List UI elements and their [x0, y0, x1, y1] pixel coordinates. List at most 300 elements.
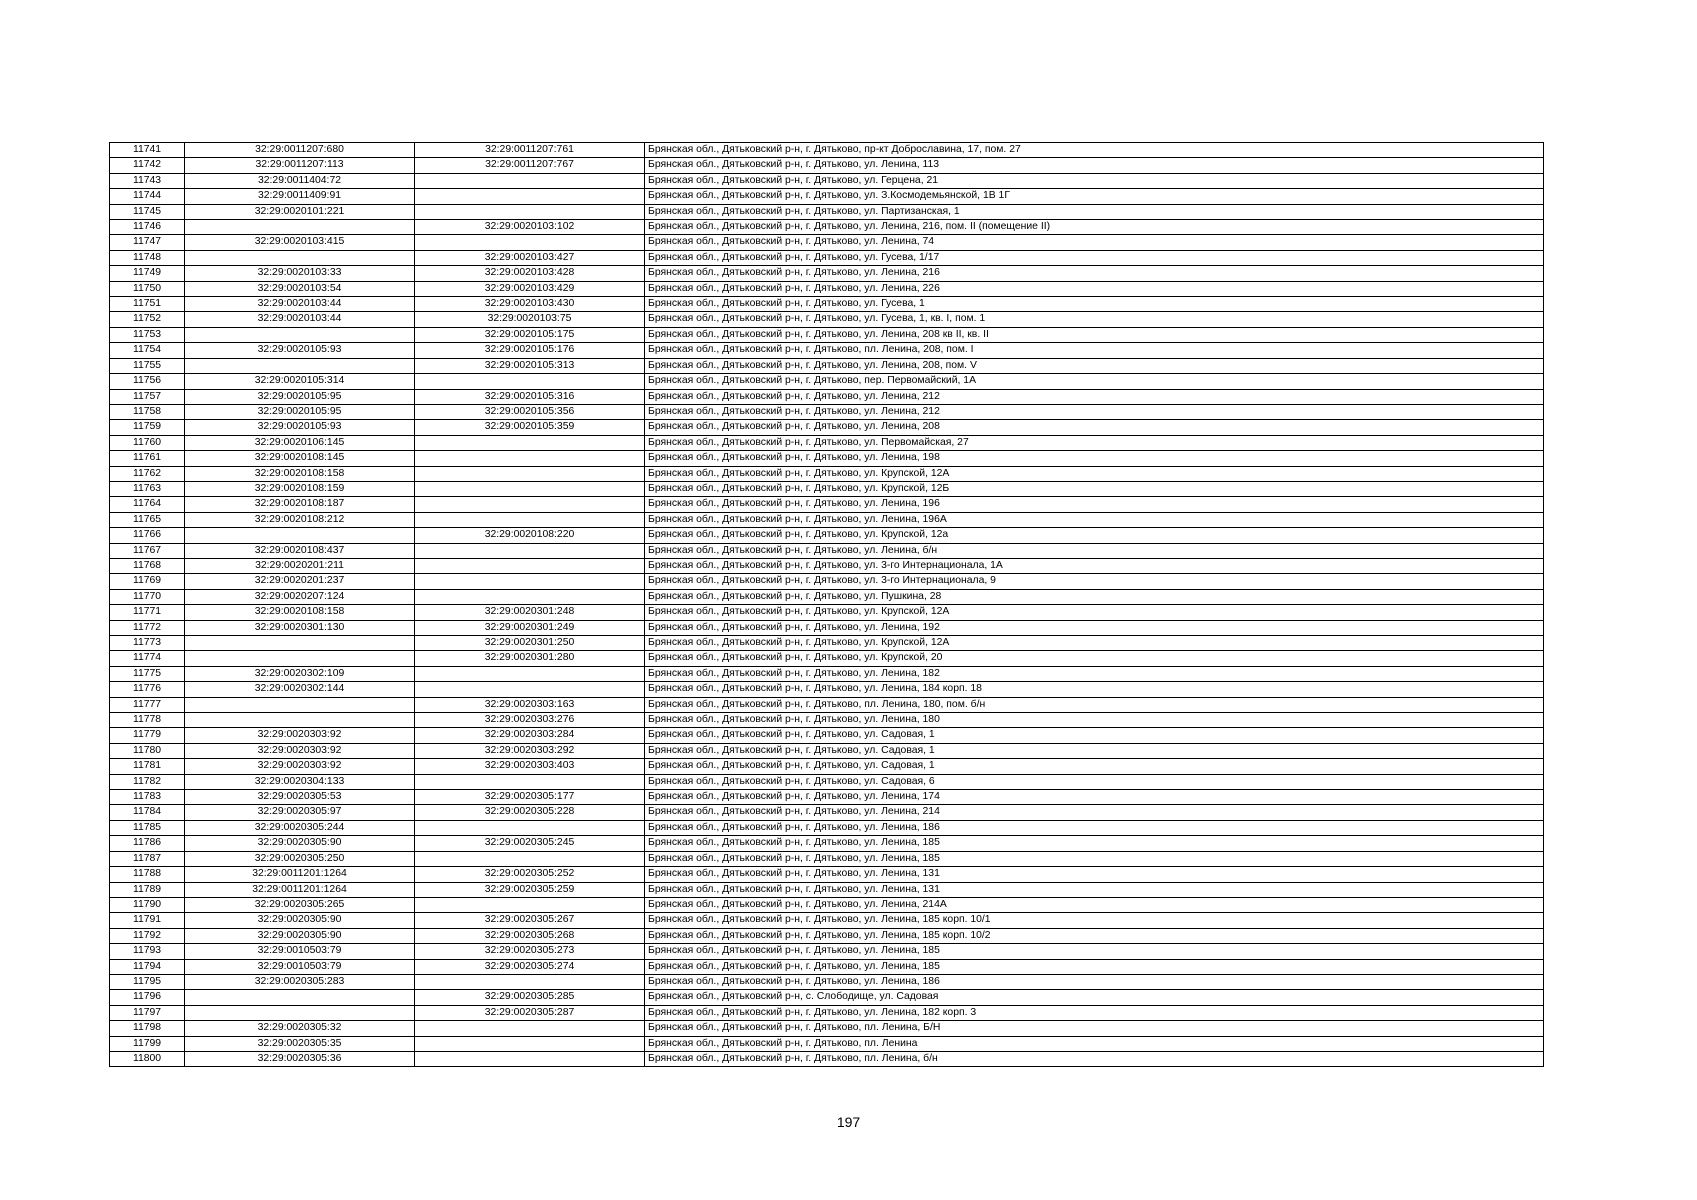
related-cadastral-number-cell	[415, 589, 645, 604]
related-cadastral-number-cell: 32:29:0020305:259	[415, 882, 645, 897]
address-cell: Брянская обл., Дятьковский р-н, г. Дятьково, пл. Ленина, 208, пом. I	[645, 343, 1544, 358]
cadastral-number-cell	[185, 327, 415, 342]
cadastral-number-cell	[185, 651, 415, 666]
related-cadastral-number-cell	[415, 774, 645, 789]
property-registry-table	[109, 142, 1544, 1067]
cadastral-number-cell	[185, 636, 415, 651]
related-cadastral-number-cell	[415, 558, 645, 573]
cadastral-number-cell: 32:29:0020105:314	[185, 374, 415, 389]
address-cell: Брянская обл., Дятьковский р-н, г. Дятьково, ул. Ленина, 185	[645, 836, 1544, 851]
cadastral-number-cell: 32:29:0020302:109	[185, 666, 415, 681]
table-row	[110, 312, 1544, 327]
row-number-cell: 11744	[110, 189, 185, 204]
page-number: 197	[836, 1114, 861, 1130]
table-row	[110, 481, 1544, 496]
row-number-cell: 11760	[110, 435, 185, 450]
row-number-cell: 11757	[110, 389, 185, 404]
related-cadastral-number-cell: 32:29:0020305:252	[415, 867, 645, 882]
related-cadastral-number-cell: 32:29:0020301:280	[415, 651, 645, 666]
address-cell: Брянская обл., Дятьковский р-н, г. Дятьково, ул. Ленина, 74	[645, 235, 1544, 250]
cadastral-number-cell: 32:29:0020108:212	[185, 512, 415, 527]
cadastral-number-cell: 32:29:0020108:187	[185, 497, 415, 512]
cadastral-number-cell: 32:29:0020108:159	[185, 481, 415, 496]
address-cell: Брянская обл., Дятьковский р-н, г. Дятьково, ул. З.Космодемьянской, 1В 1Г	[645, 189, 1544, 204]
cadastral-number-cell: 32:29:0020105:95	[185, 404, 415, 419]
address-cell: Брянская обл., Дятьковский р-н, г. Дятьково, ул. Ленина, 185	[645, 959, 1544, 974]
cadastral-number-cell: 32:29:0020305:90	[185, 836, 415, 851]
table-row	[110, 1036, 1544, 1051]
address-cell: Брянская обл., Дятьковский р-н, г. Дятьково, ул. 3-го Интернационала, 9	[645, 574, 1544, 589]
table-row	[110, 189, 1544, 204]
table-row	[110, 173, 1544, 188]
related-cadastral-number-cell: 32:29:0020103:75	[415, 312, 645, 327]
related-cadastral-number-cell: 32:29:0020105:313	[415, 358, 645, 373]
address-cell: Брянская обл., Дятьковский р-н, г. Дятьково, ул. Ленина, 174	[645, 790, 1544, 805]
related-cadastral-number-cell: 32:29:0020305:273	[415, 944, 645, 959]
cadastral-number-cell: 32:29:0020108:437	[185, 543, 415, 558]
row-number-cell: 11762	[110, 466, 185, 481]
related-cadastral-number-cell: 32:29:0020103:429	[415, 281, 645, 296]
related-cadastral-number-cell: 32:29:0020105:356	[415, 404, 645, 419]
table-row	[110, 805, 1544, 820]
row-number-cell: 11755	[110, 358, 185, 373]
related-cadastral-number-cell: 32:29:0020303:403	[415, 759, 645, 774]
address-cell: Брянская обл., Дятьковский р-н, г. Дятьково, ул. Ленина, 182 корп. 3	[645, 1005, 1544, 1020]
row-number-cell: 11764	[110, 497, 185, 512]
related-cadastral-number-cell	[415, 851, 645, 866]
table-row	[110, 790, 1544, 805]
row-number-cell: 11783	[110, 790, 185, 805]
cadastral-number-cell	[185, 1005, 415, 1020]
cadastral-number-cell: 32:29:0020303:92	[185, 728, 415, 743]
address-cell: Брянская обл., Дятьковский р-н, г. Дятьково, ул. Ленина, 185 корп. 10/1	[645, 913, 1544, 928]
row-number-cell: 11795	[110, 974, 185, 989]
row-number-cell: 11766	[110, 528, 185, 543]
related-cadastral-number-cell	[415, 666, 645, 681]
cadastral-number-cell	[185, 358, 415, 373]
cadastral-number-cell: 32:29:0020305:265	[185, 897, 415, 912]
row-number-cell: 11792	[110, 928, 185, 943]
cadastral-number-cell: 32:29:0020305:32	[185, 1021, 415, 1036]
table-row	[110, 928, 1544, 943]
table-row	[110, 143, 1544, 158]
address-cell: Брянская обл., Дятьковский р-н, г. Дятьково, ул. Ленина, 214А	[645, 897, 1544, 912]
cadastral-number-cell: 32:29:0020303:92	[185, 743, 415, 758]
address-cell: Брянская обл., Дятьковский р-н, г. Дятьково, ул. Гусева, 1, кв. I, пом. 1	[645, 312, 1544, 327]
row-number-cell: 11773	[110, 636, 185, 651]
related-cadastral-number-cell: 32:29:0020305:287	[415, 1005, 645, 1020]
address-cell: Брянская обл., Дятьковский р-н, г. Дятьково, ул. Крупской, 12А	[645, 605, 1544, 620]
related-cadastral-number-cell	[415, 497, 645, 512]
row-number-cell: 11751	[110, 297, 185, 312]
row-number-cell: 11789	[110, 882, 185, 897]
table-row	[110, 589, 1544, 604]
cadastral-number-cell	[185, 713, 415, 728]
row-number-cell: 11772	[110, 620, 185, 635]
address-cell: Брянская обл., Дятьковский р-н, с. Слободище, ул. Садовая	[645, 990, 1544, 1005]
address-cell: Брянская обл., Дятьковский р-н, г. Дятьково, ул. Ленина, 226	[645, 281, 1544, 296]
cadastral-number-cell	[185, 528, 415, 543]
row-number-cell: 11780	[110, 743, 185, 758]
address-cell: Брянская обл., Дятьковский р-н, г. Дятьково, ул. Ленина, б/н	[645, 543, 1544, 558]
related-cadastral-number-cell: 32:29:0020305:177	[415, 790, 645, 805]
table-row	[110, 1021, 1544, 1036]
related-cadastral-number-cell: 32:29:0020305:245	[415, 836, 645, 851]
cadastral-number-cell: 32:29:0020302:144	[185, 682, 415, 697]
cadastral-number-cell: 32:29:0011207:113	[185, 158, 415, 173]
table-row	[110, 374, 1544, 389]
related-cadastral-number-cell	[415, 543, 645, 558]
cadastral-number-cell: 32:29:0020305:244	[185, 820, 415, 835]
row-number-cell: 11777	[110, 697, 185, 712]
address-cell: Брянская обл., Дятьковский р-н, г. Дятьково, ул. Ленина, 212	[645, 404, 1544, 419]
table-row	[110, 204, 1544, 219]
address-cell: Брянская обл., Дятьковский р-н, г. Дятьково, ул. Пушкина, 28	[645, 589, 1544, 604]
table-row	[110, 867, 1544, 882]
cadastral-number-cell: 32:29:0020103:44	[185, 312, 415, 327]
table-row	[110, 574, 1544, 589]
address-cell: Брянская обл., Дятьковский р-н, г. Дятьково, ул. Крупской, 20	[645, 651, 1544, 666]
address-cell: Брянская обл., Дятьковский р-н, г. Дятьково, ул. Ленина, 208, пом. V	[645, 358, 1544, 373]
related-cadastral-number-cell: 32:29:0020305:228	[415, 805, 645, 820]
row-number-cell: 11756	[110, 374, 185, 389]
cadastral-number-cell: 32:29:0020105:95	[185, 389, 415, 404]
row-number-cell: 11793	[110, 944, 185, 959]
row-number-cell: 11798	[110, 1021, 185, 1036]
table-row	[110, 558, 1544, 573]
related-cadastral-number-cell: 32:29:0020301:248	[415, 605, 645, 620]
table-row	[110, 666, 1544, 681]
related-cadastral-number-cell: 32:29:0011207:761	[415, 143, 645, 158]
cadastral-number-cell: 32:29:0011404:72	[185, 173, 415, 188]
cadastral-number-cell: 32:29:0010503:79	[185, 944, 415, 959]
related-cadastral-number-cell	[415, 204, 645, 219]
row-number-cell: 11743	[110, 173, 185, 188]
address-cell: Брянская обл., Дятьковский р-н, г. Дятьково, ул. Ленина, 196А	[645, 512, 1544, 527]
row-number-cell: 11767	[110, 543, 185, 558]
related-cadastral-number-cell: 32:29:0020305:274	[415, 959, 645, 974]
related-cadastral-number-cell	[415, 682, 645, 697]
table-row	[110, 451, 1544, 466]
table-body	[110, 143, 1544, 1067]
related-cadastral-number-cell: 32:29:0020303:284	[415, 728, 645, 743]
cadastral-number-cell: 32:29:0020305:36	[185, 1051, 415, 1066]
related-cadastral-number-cell	[415, 1051, 645, 1066]
row-number-cell: 11759	[110, 420, 185, 435]
table-row	[110, 420, 1544, 435]
cadastral-number-cell: 32:29:0020305:250	[185, 851, 415, 866]
related-cadastral-number-cell: 32:29:0020103:102	[415, 220, 645, 235]
cadastral-number-cell: 32:29:0011201:1264	[185, 882, 415, 897]
related-cadastral-number-cell: 32:29:0020105:176	[415, 343, 645, 358]
related-cadastral-number-cell	[415, 435, 645, 450]
row-number-cell: 11742	[110, 158, 185, 173]
address-cell: Брянская обл., Дятьковский р-н, г. Дятьково, ул. Ленина, 131	[645, 867, 1544, 882]
cadastral-number-cell: 32:29:0020108:158	[185, 605, 415, 620]
address-cell: Брянская обл., Дятьковский р-н, г. Дятьково, ул. Садовая, 1	[645, 728, 1544, 743]
related-cadastral-number-cell	[415, 897, 645, 912]
address-cell: Брянская обл., Дятьковский р-н, г. Дятьково, пл. Ленина, Б/Н	[645, 1021, 1544, 1036]
row-number-cell: 11768	[110, 558, 185, 573]
address-cell: Брянская обл., Дятьковский р-н, г. Дятьково, пл. Ленина, б/н	[645, 1051, 1544, 1066]
row-number-cell: 11769	[110, 574, 185, 589]
table-row	[110, 497, 1544, 512]
row-number-cell: 11752	[110, 312, 185, 327]
row-number-cell: 11778	[110, 713, 185, 728]
table-row	[110, 851, 1544, 866]
related-cadastral-number-cell: 32:29:0020301:250	[415, 636, 645, 651]
cadastral-number-cell: 32:29:0020301:130	[185, 620, 415, 635]
related-cadastral-number-cell: 32:29:0020301:249	[415, 620, 645, 635]
cadastral-number-cell: 32:29:0020304:133	[185, 774, 415, 789]
row-number-cell: 11763	[110, 481, 185, 496]
table-row	[110, 466, 1544, 481]
address-cell: Брянская обл., Дятьковский р-н, г. Дятьково, ул. Ленина, 186	[645, 974, 1544, 989]
table-row	[110, 250, 1544, 265]
row-number-cell: 11747	[110, 235, 185, 250]
address-cell: Брянская обл., Дятьковский р-н, г. Дятьково, ул. Ленина, 198	[645, 451, 1544, 466]
cadastral-number-cell: 32:29:0011201:1264	[185, 867, 415, 882]
cadastral-number-cell: 32:29:0020103:44	[185, 297, 415, 312]
row-number-cell: 11779	[110, 728, 185, 743]
address-cell: Брянская обл., Дятьковский р-н, г. Дятьково, ул. Ленина, 185	[645, 851, 1544, 866]
related-cadastral-number-cell	[415, 189, 645, 204]
row-number-cell: 11745	[110, 204, 185, 219]
table-row	[110, 820, 1544, 835]
address-cell: Брянская обл., Дятьковский р-н, г. Дятьково, ул. Садовая, 1	[645, 759, 1544, 774]
address-cell: Брянская обл., Дятьковский р-н, г. Дятьково, ул. Ленина, 216	[645, 266, 1544, 281]
table-row	[110, 220, 1544, 235]
row-number-cell: 11785	[110, 820, 185, 835]
cadastral-number-cell: 32:29:0020305:90	[185, 913, 415, 928]
related-cadastral-number-cell	[415, 512, 645, 527]
cadastral-number-cell: 32:29:0020101:221	[185, 204, 415, 219]
table-row	[110, 158, 1544, 173]
row-number-cell: 11750	[110, 281, 185, 296]
cadastral-number-cell: 32:29:0020106:145	[185, 435, 415, 450]
row-number-cell: 11799	[110, 1036, 185, 1051]
address-cell: Брянская обл., Дятьковский р-н, г. Дятьково, ул. Садовая, 1	[645, 743, 1544, 758]
table-row	[110, 913, 1544, 928]
related-cadastral-number-cell: 32:29:0020303:163	[415, 697, 645, 712]
related-cadastral-number-cell: 32:29:0020305:268	[415, 928, 645, 943]
row-number-cell: 11749	[110, 266, 185, 281]
table-row	[110, 836, 1544, 851]
table-row	[110, 543, 1544, 558]
cadastral-number-cell: 32:29:0020105:93	[185, 343, 415, 358]
related-cadastral-number-cell	[415, 374, 645, 389]
cadastral-number-cell: 32:29:0020201:211	[185, 558, 415, 573]
table-row	[110, 605, 1544, 620]
table-row	[110, 1051, 1544, 1066]
address-cell: Брянская обл., Дятьковский р-н, г. Дятьково, ул. Ленина, 113	[645, 158, 1544, 173]
related-cadastral-number-cell	[415, 466, 645, 481]
row-number-cell: 11786	[110, 836, 185, 851]
related-cadastral-number-cell	[415, 173, 645, 188]
cadastral-number-cell: 32:29:0020305:35	[185, 1036, 415, 1051]
cadastral-number-cell	[185, 697, 415, 712]
address-cell: Брянская обл., Дятьковский р-н, г. Дятьково, ул. Ленина, 196	[645, 497, 1544, 512]
cadastral-number-cell: 32:29:0020303:92	[185, 759, 415, 774]
cadastral-number-cell: 32:29:0020108:158	[185, 466, 415, 481]
table-row	[110, 297, 1544, 312]
row-number-cell: 11748	[110, 250, 185, 265]
cadastral-number-cell: 32:29:0020105:93	[185, 420, 415, 435]
address-cell: Брянская обл., Дятьковский р-н, г. Дятьково, ул. Крупской, 12А	[645, 636, 1544, 651]
address-cell: Брянская обл., Дятьковский р-н, г. Дятьково, ул. Ленина, 208	[645, 420, 1544, 435]
related-cadastral-number-cell: 32:29:0020105:175	[415, 327, 645, 342]
row-number-cell: 11776	[110, 682, 185, 697]
table-row	[110, 358, 1544, 373]
address-cell: Брянская обл., Дятьковский р-н, г. Дятьково, ул. Ленина, 186	[645, 820, 1544, 835]
address-cell: Брянская обл., Дятьковский р-н, г. Дятьково, ул. Ленина, 182	[645, 666, 1544, 681]
table-row	[110, 713, 1544, 728]
related-cadastral-number-cell: 32:29:0020105:359	[415, 420, 645, 435]
row-number-cell: 11753	[110, 327, 185, 342]
row-number-cell: 11784	[110, 805, 185, 820]
address-cell: Брянская обл., Дятьковский р-н, г. Дятьково, пл. Ленина	[645, 1036, 1544, 1051]
table-row	[110, 990, 1544, 1005]
address-cell: Брянская обл., Дятьковский р-н, г. Дятьково, ул. Ленина, 180	[645, 713, 1544, 728]
cadastral-number-cell: 32:29:0020305:283	[185, 974, 415, 989]
related-cadastral-number-cell: 32:29:0020105:316	[415, 389, 645, 404]
table-row	[110, 944, 1544, 959]
address-cell: Брянская обл., Дятьковский р-н, г. Дятьково, ул. Ленина, 212	[645, 389, 1544, 404]
cadastral-number-cell: 32:29:0020201:237	[185, 574, 415, 589]
cadastral-number-cell: 32:29:0020108:145	[185, 451, 415, 466]
cadastral-number-cell: 32:29:0020305:97	[185, 805, 415, 820]
address-cell: Брянская обл., Дятьковский р-н, г. Дятьково, ул. Ленина, 185 корп. 10/2	[645, 928, 1544, 943]
address-cell: Брянская обл., Дятьковский р-н, г. Дятьково, ул. Ленина, 216, пом. II (помещение II)	[645, 220, 1544, 235]
cadastral-number-cell: 32:29:0020103:33	[185, 266, 415, 281]
related-cadastral-number-cell	[415, 451, 645, 466]
address-cell: Брянская обл., Дятьковский р-н, г. Дятьково, ул. Первомайская, 27	[645, 435, 1544, 450]
address-cell: Брянская обл., Дятьковский р-н, г. Дятьково, пл. Ленина, 180, пом. б/н	[645, 697, 1544, 712]
address-cell: Брянская обл., Дятьковский р-н, г. Дятьково, пер. Первомайский, 1А	[645, 374, 1544, 389]
row-number-cell: 11797	[110, 1005, 185, 1020]
cadastral-number-cell: 32:29:0020305:53	[185, 790, 415, 805]
table-row	[110, 1005, 1544, 1020]
related-cadastral-number-cell	[415, 1036, 645, 1051]
row-number-cell: 11794	[110, 959, 185, 974]
address-cell: Брянская обл., Дятьковский р-н, г. Дятьково, ул. Крупской, 12Б	[645, 481, 1544, 496]
table-row	[110, 435, 1544, 450]
table-row	[110, 897, 1544, 912]
row-number-cell: 11796	[110, 990, 185, 1005]
address-cell: Брянская обл., Дятьковский р-н, г. Дятьково, ул. Герцена, 21	[645, 173, 1544, 188]
address-cell: Брянская обл., Дятьковский р-н, г. Дятьково, ул. Гусева, 1/17	[645, 250, 1544, 265]
row-number-cell: 11765	[110, 512, 185, 527]
table-row	[110, 682, 1544, 697]
table-row	[110, 636, 1544, 651]
table-row	[110, 959, 1544, 974]
related-cadastral-number-cell	[415, 820, 645, 835]
cadastral-number-cell: 32:29:0020103:54	[185, 281, 415, 296]
related-cadastral-number-cell: 32:29:0020303:276	[415, 713, 645, 728]
row-number-cell: 11741	[110, 143, 185, 158]
row-number-cell: 11787	[110, 851, 185, 866]
row-number-cell: 11771	[110, 605, 185, 620]
table-row	[110, 728, 1544, 743]
cadastral-number-cell: 32:29:0020305:90	[185, 928, 415, 943]
cadastral-number-cell: 32:29:0011207:680	[185, 143, 415, 158]
table-row	[110, 235, 1544, 250]
row-number-cell: 11761	[110, 451, 185, 466]
table-row	[110, 882, 1544, 897]
cadastral-number-cell	[185, 220, 415, 235]
row-number-cell: 11800	[110, 1051, 185, 1066]
related-cadastral-number-cell: 32:29:0011207:767	[415, 158, 645, 173]
table-row	[110, 404, 1544, 419]
related-cadastral-number-cell: 32:29:0020103:430	[415, 297, 645, 312]
related-cadastral-number-cell	[415, 481, 645, 496]
cadastral-number-cell	[185, 250, 415, 265]
related-cadastral-number-cell: 32:29:0020103:428	[415, 266, 645, 281]
table-row	[110, 266, 1544, 281]
row-number-cell: 11790	[110, 897, 185, 912]
table-row	[110, 620, 1544, 635]
address-cell: Брянская обл., Дятьковский р-н, г. Дятьково, ул. Партизанская, 1	[645, 204, 1544, 219]
table-row	[110, 343, 1544, 358]
related-cadastral-number-cell	[415, 574, 645, 589]
row-number-cell: 11782	[110, 774, 185, 789]
row-number-cell: 11788	[110, 867, 185, 882]
related-cadastral-number-cell: 32:29:0020103:427	[415, 250, 645, 265]
row-number-cell: 11791	[110, 913, 185, 928]
address-cell: Брянская обл., Дятьковский р-н, г. Дятьково, ул. Ленина, 185	[645, 944, 1544, 959]
related-cadastral-number-cell: 32:29:0020305:267	[415, 913, 645, 928]
table-row	[110, 389, 1544, 404]
table-row	[110, 651, 1544, 666]
address-cell: Брянская обл., Дятьковский р-н, г. Дятьково, ул. Крупской, 12А	[645, 466, 1544, 481]
row-number-cell: 11781	[110, 759, 185, 774]
row-number-cell: 11770	[110, 589, 185, 604]
table-row	[110, 974, 1544, 989]
address-cell: Брянская обл., Дятьковский р-н, г. Дятьково, ул. Ленина, 208 кв II, кв. II	[645, 327, 1544, 342]
table-row	[110, 697, 1544, 712]
row-number-cell: 11775	[110, 666, 185, 681]
table-row	[110, 281, 1544, 296]
related-cadastral-number-cell: 32:29:0020108:220	[415, 528, 645, 543]
related-cadastral-number-cell	[415, 974, 645, 989]
address-cell: Брянская обл., Дятьковский р-н, г. Дятьково, ул. Садовая, 6	[645, 774, 1544, 789]
address-cell: Брянская обл., Дятьковский р-н, г. Дятьково, ул. Крупской, 12а	[645, 528, 1544, 543]
table-row	[110, 743, 1544, 758]
address-cell: Брянская обл., Дятьковский р-н, г. Дятьково, ул. Ленина, 214	[645, 805, 1544, 820]
address-cell: Брянская обл., Дятьковский р-н, г. Дятьково, ул. Ленина, 131	[645, 882, 1544, 897]
row-number-cell: 11746	[110, 220, 185, 235]
table-row	[110, 774, 1544, 789]
table-row	[110, 759, 1544, 774]
table-row	[110, 528, 1544, 543]
address-cell: Брянская обл., Дятьковский р-н, г. Дятьково, пр-кт Доброславина, 17, пом. 27	[645, 143, 1544, 158]
cadastral-number-cell: 32:29:0010503:79	[185, 959, 415, 974]
cadastral-number-cell: 32:29:0020207:124	[185, 589, 415, 604]
table-row	[110, 327, 1544, 342]
address-cell: Брянская обл., Дятьковский р-н, г. Дятьково, ул. Ленина, 192	[645, 620, 1544, 635]
cadastral-number-cell: 32:29:0011409:91	[185, 189, 415, 204]
address-cell: Брянская обл., Дятьковский р-н, г. Дятьково, ул. Гусева, 1	[645, 297, 1544, 312]
related-cadastral-number-cell	[415, 235, 645, 250]
table-row	[110, 512, 1544, 527]
related-cadastral-number-cell	[415, 1021, 645, 1036]
related-cadastral-number-cell: 32:29:0020305:285	[415, 990, 645, 1005]
address-cell: Брянская обл., Дятьковский р-н, г. Дятьково, ул. 3-го Интернационала, 1А	[645, 558, 1544, 573]
related-cadastral-number-cell: 32:29:0020303:292	[415, 743, 645, 758]
row-number-cell: 11774	[110, 651, 185, 666]
cadastral-number-cell: 32:29:0020103:415	[185, 235, 415, 250]
row-number-cell: 11754	[110, 343, 185, 358]
